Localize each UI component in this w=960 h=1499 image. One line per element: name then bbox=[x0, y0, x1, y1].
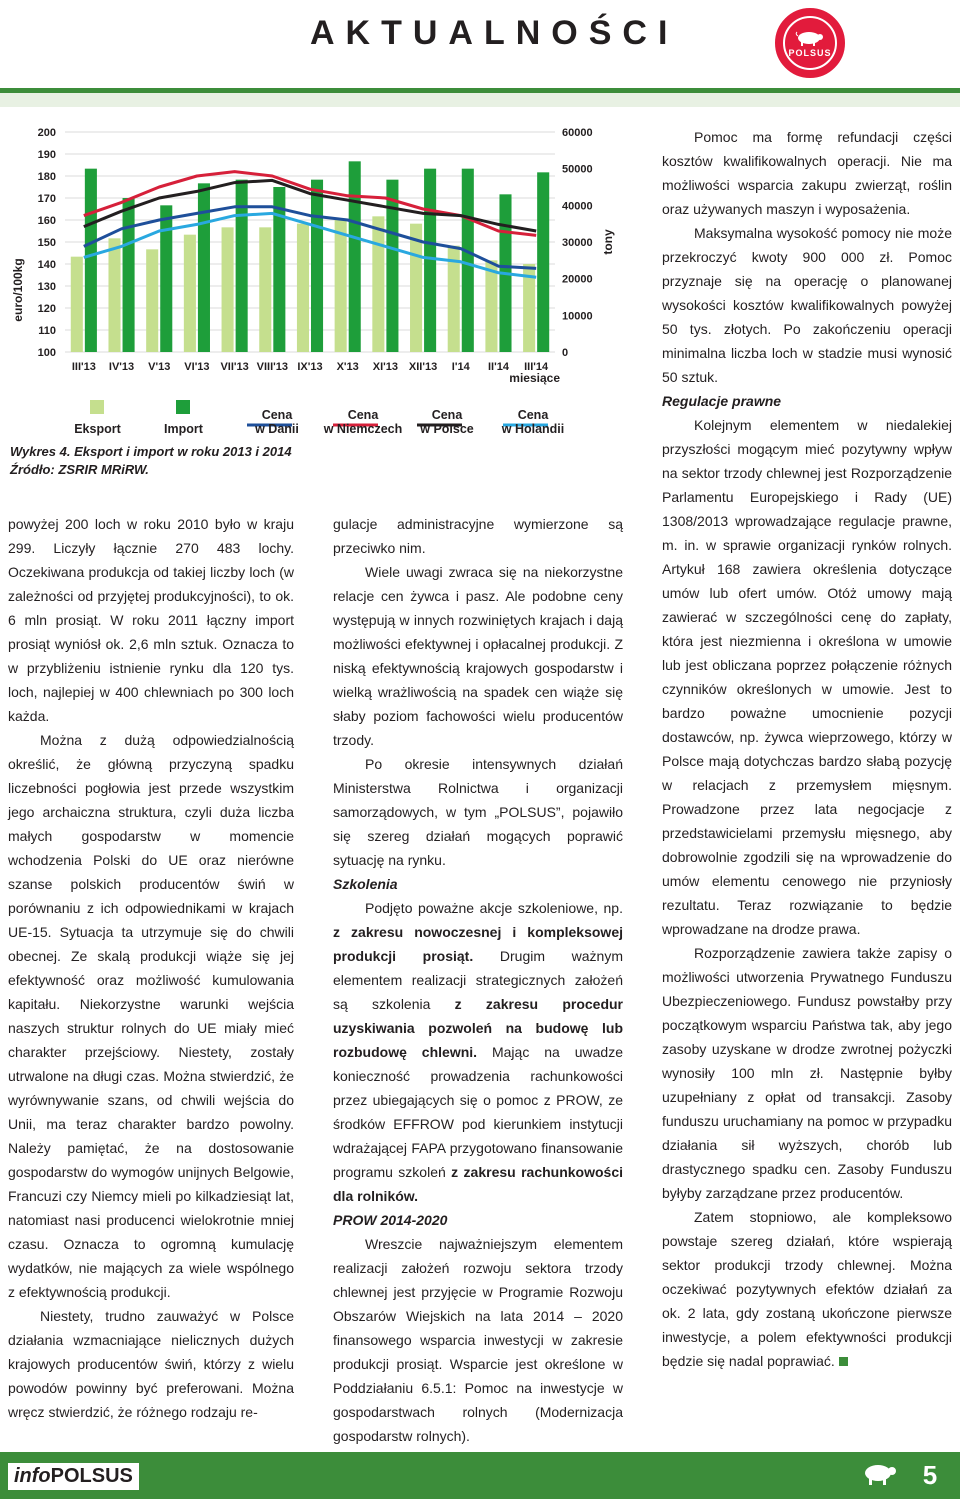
legend-label-line: w Danii bbox=[255, 422, 299, 436]
export-bar bbox=[108, 238, 120, 352]
pig-icon bbox=[795, 29, 825, 47]
legend-label-line: Cena bbox=[261, 408, 293, 422]
col1-paragraph-2: Można z dużą odpowiedzialnością określić, że główną przyczyną spadku liczebności pogłowia jest przede wszystkim jego archaiczna struktura, czyli duża liczba małych gospodarstw w momencie wchodzenia Polski do UE oraz nierówne szanse polskich producentów świń w porównaniu z ich odpowiednikami w krajach UE-15. Sytuacja ta utrzymuje się do chwili obecnej. Ze skalą produkcji wiąże się jej efektywność oraz możliwość kumulowania kapitału. Niekorzystne warunki wejścia naszych struktur rolnych do UE miały mieć charakter przejściowy. Niestety, zostały utrwalone na długi czas. Można stwierdzić, że wyrównywanie szans, od chwili wejścia do Unii, ma teraz charakter bardzo powolny. Należy pamiętać, że na dostosowanie gospodarstw do wymogów unijnych Belgowie, Francuzi czy Niemcy mieli po kilkadziesiąt lat, natomiast nasi producenci wielokrotnie mniej czasu. Oznacza to ogromną kumulację wydatków, nie mających za wiele wspólnego z efektywnością produkcji. bbox=[8, 732, 294, 1300]
col3-p5-text: Zatem stopniowo, ale kompleksowo powstaje szereg działań, które wspierają sektor produkcji trzody chlewnej. Można oczekiwać pozytywnych efektów działań za ok. 2 lata, gdy zostaną ukończone pierwsze inwestycje, a polem efektywności produkcji będzie się nadal poprawiać. bbox=[662, 1209, 952, 1369]
col2-p4-part-e: Mając na uwadze konieczność prowadzenia rachunkowości przez ubiegających się o pomoc z PROW, ze środków EFFROW pod kierunkiem instytucji wdrażającej FAPA przygotowano finansowanie programu szkoleń bbox=[333, 1044, 623, 1180]
x-tick-label: VII'13 bbox=[220, 361, 249, 373]
legend-label bbox=[483, 408, 583, 436]
import-bar bbox=[386, 180, 398, 352]
col3-paragraph-1: Pomoc ma formę refundacji części kosztów kwalifikowalnych operacji. Nie ma możliwości wsparcia zakupu zwierząt, roślin oraz używanych maszyn i wyposażenia. bbox=[662, 129, 952, 217]
import-bar bbox=[123, 198, 135, 352]
export-bar bbox=[146, 249, 158, 352]
y-left-tick-label: 170 bbox=[37, 193, 56, 205]
x-axis-title: miesiące bbox=[509, 371, 560, 385]
legend-label bbox=[227, 408, 327, 436]
brand-suffix: POLSUS bbox=[50, 1465, 133, 1487]
export-bar bbox=[71, 257, 83, 352]
y-right-tick-label: 10000 bbox=[562, 310, 593, 323]
x-tick-label: IV'13 bbox=[108, 361, 135, 373]
import-bar bbox=[424, 169, 436, 352]
col2-paragraph-3: Po okresie intensywnych działań Ministerstwa Rolnictwa i organizacji samorządowych, w tym „POLSUS”, pojawiło się szereg działań mogących poprawić sytuację na rynku. bbox=[333, 756, 623, 868]
legend-label-line: w Polsce bbox=[420, 422, 474, 436]
y-left-tick-label: 150 bbox=[37, 237, 56, 249]
col1-paragraph-3: Niestety, trudno zauważyć w Polsce działania wzmacniające nielicznych dużych krajowych producentów świń, którzy z wielu powodów powinny być preferowani. Można wręcz stwierdzić, że różnego rodzaju re- bbox=[8, 1308, 294, 1420]
col2-p4-part-a: Podjęto poważne akcje szkoleniowe, np. bbox=[365, 900, 623, 916]
x-tick-label: IX'13 bbox=[297, 361, 323, 373]
x-tick-label: III'13 bbox=[71, 361, 96, 373]
x-tick-label: VI'13 bbox=[184, 361, 210, 373]
import-bar bbox=[537, 172, 549, 352]
y-right-tick-label: 40000 bbox=[562, 200, 593, 213]
y-left-tick-label: 120 bbox=[37, 303, 56, 315]
footer-brand bbox=[8, 1463, 139, 1490]
end-of-article-mark bbox=[839, 1357, 848, 1366]
col1-paragraph-1: powyżej 200 loch w roku 2010 było w kraju 299. Liczyły łącznie 270 483 lochy. Oczekiwana produkcja od takiej liczby loch (w zależności od przyjętej produkcyjności), to ok. 6 mln prosiąt. W roku 2011 łączny import prosiąt wyniósł ok. 2,6 mln sztuk. Oznacza to w przybliżeniu istnienie rynku dla 120 tys. loch, najlepiej w 400 chlewniach po 300 loch każda. bbox=[8, 516, 294, 724]
legend-label bbox=[136, 422, 231, 436]
x-tick-label: III'14 bbox=[524, 361, 549, 373]
legend-label-line: Import bbox=[164, 422, 203, 436]
import-bar bbox=[273, 187, 285, 352]
y-left-tick-label: 180 bbox=[37, 171, 56, 183]
x-tick-label: II'14 bbox=[487, 361, 509, 373]
y-left-tick-label: 160 bbox=[37, 215, 56, 227]
y-left-tick-label: 200 bbox=[37, 127, 56, 139]
header-band bbox=[0, 93, 960, 107]
legend-label bbox=[397, 408, 497, 436]
left-axis-title: euro/100kg bbox=[11, 258, 25, 322]
import-bar bbox=[198, 183, 210, 352]
col2-heading-prow: PROW 2014-2020 bbox=[333, 1212, 448, 1228]
col2-paragraph-2: Wiele uwagi zwraca się na niekorzystne relacje cen żywca i pasz. Ale podobne ceny występują w innych rozwiniętych krajach i dają możliwości efektywnej i opłacalnej produkcji. Z niską efektywnością krajowych gospodarstw i wielką wrażliwością na spadek cen wiąże się słaby poziom fachowości wielu producentów trzody. bbox=[333, 564, 623, 748]
col2-p4-part-c: Drugim ważnym elementem realizacji strategicznych założeń są szkolenia bbox=[333, 948, 623, 1012]
export-bar bbox=[259, 227, 271, 352]
legend-label-line: Cena bbox=[347, 408, 379, 422]
polsus-logo bbox=[775, 8, 845, 78]
col2-paragraph-1: gulacje administracyjne wymierzone są przeciwko nim. bbox=[333, 516, 623, 556]
export-bar bbox=[184, 235, 196, 352]
import-bar bbox=[462, 169, 474, 352]
y-left-tick-label: 190 bbox=[37, 149, 56, 161]
footer-pig-icon bbox=[860, 1458, 900, 1488]
col2-paragraph-5: Wreszcie najważniejszym elementem realizacji założeń rozwoju sektora trzody chlewnej jest przyjęcie w Programie Rozwoju Obszarów Wiejskich na lata 2014 – 2020 finansowego wsparcia inwestycji w zakresie produkcji prosiąt. Wsparcie jest określone w Poddziałaniu 6.5.1: Pomoc na inwestycje w gospodarstwach rolnych (Modernizacja gospodarstw rolnych). bbox=[333, 1236, 623, 1444]
col2-p4-part-d: z zakresu procedur uzyskiwania pozwoleń na budowę lub rozbudowę chlewni. bbox=[333, 996, 623, 1060]
legend-label-line: Eksport bbox=[74, 422, 121, 436]
page-section-title: AKTUALNOŚCI bbox=[310, 14, 679, 52]
col3-paragraph-2: Maksymalna wysokość pomocy nie może przekroczyć kwoty 900 000 zł. Pomoc przyznaje się na operację o planowanej wysokości kosztów kwalifikowalnych powyżej 50 tys. złotych. Po zakończeniu operacji minimalna liczba loch w stadzie musi wynosić 50 sztuk. bbox=[662, 225, 952, 385]
export-bar bbox=[410, 224, 422, 352]
x-tick-label: X'13 bbox=[336, 361, 359, 373]
col2-p4-part-f: z zakresu rachunkowości dla rolników. bbox=[333, 1164, 624, 1204]
col3-paragraph-3: Kolejnym elementem w niedalekiej przyszłości mogącym mieć pozytywny wpływ na sektor trzody chlewnej jest Rozporządzenie Parlamentu Europejskiego i Rady (UE) 1308/2013 wprowadzające regulacje prawne, m. in. w sprawie organizacji rynków rolnych. Artykuł 168 zawiera określenia dotyczące umów lub ofert umów. Otóż umowy mają zawierać w szczególności cenę do zapłaty, która jest niezmienna i określona w umowie lub jest obliczana poprzez połączenie różnych czynników określonych w umowie. Jest to bardzo poważne umocnienie pozycji dostawców, np. żywca wieprzowego, którzy w Polsce mają dotychczas bardzo słabą pozycję w relacjach z przemysłem mięsnym. Prowadzone przez lata negocjacje z przedstawicielami przemysłu mięsnego, aby dobrowolnie zgodzili się na wprowadzenie do umów elementu cenowego nie przyniosły rezultatu. Teraz rozwiązanie to będzie wprowadzane na drodze prawa. bbox=[662, 417, 952, 937]
y-left-tick-label: 140 bbox=[37, 259, 56, 271]
export-bar bbox=[372, 216, 384, 352]
y-left-tick-label: 100 bbox=[37, 347, 56, 359]
x-tick-label: I'14 bbox=[451, 361, 470, 373]
logo-text: POLSUS bbox=[788, 47, 832, 58]
legend-swatch bbox=[176, 400, 190, 414]
legend-label bbox=[50, 422, 145, 436]
right-axis-title: tony bbox=[601, 229, 615, 255]
caption-title: Wykres 4. Eksport i import w roku 2013 i 2014 bbox=[10, 444, 292, 459]
y-right-tick-label: 30000 bbox=[562, 237, 593, 249]
x-tick-label: VIII'13 bbox=[256, 361, 288, 373]
footer-band bbox=[0, 1452, 960, 1499]
x-tick-label: V'13 bbox=[148, 361, 171, 373]
y-right-tick-label: 60000 bbox=[562, 127, 593, 139]
import-bar bbox=[160, 205, 172, 352]
y-right-tick-label: 0 bbox=[562, 347, 569, 359]
page-number: 5 bbox=[900, 1452, 960, 1499]
chart-caption bbox=[10, 443, 292, 479]
legend-label-line: w Holandii bbox=[501, 422, 565, 436]
col2-p4-part-b: z zakresu nowoczesnej i kompleksowej produkcji prosiąt. bbox=[333, 924, 623, 964]
legend-swatch bbox=[90, 400, 104, 414]
import-bar bbox=[311, 180, 323, 352]
x-tick-label: XI'13 bbox=[372, 361, 399, 373]
legend-label-line: w Niemczech bbox=[323, 422, 403, 436]
y-right-tick-label: 50000 bbox=[562, 163, 593, 176]
col3-paragraph-4: Rozporządzenie zawiera także zapisy o możliwości utworzenia Prywatnego Funduszu Ubezpieczeniowego. Fundusz powstałby przy początkowym wsparciu Państwa tak, aby jego zasoby uzyskane w drodze zwrotnej pożyczki wynosiły 100 mln zł. Następnie byłby uzupełniany z opłat od transakcji. Zasoby funduszu uruchamiany na pomoc w przypadku działania sił wyższych, chorób lub drastycznego spadku cen. Zasoby Funduszu byłyby zarządzane przez producentów. bbox=[662, 945, 952, 1201]
caption-source: Źródło: ZSRIR MRiRW. bbox=[10, 462, 149, 477]
legend-label-line: Cena bbox=[517, 408, 549, 422]
y-left-tick-label: 110 bbox=[38, 325, 56, 337]
x-tick-label: XII'13 bbox=[408, 361, 438, 373]
col2-paragraph-4 bbox=[333, 896, 623, 1208]
text-column-2 bbox=[333, 512, 623, 1448]
import-bar bbox=[349, 161, 361, 352]
export-bar bbox=[335, 220, 347, 352]
export-bar bbox=[297, 224, 309, 352]
brand-prefix: info bbox=[14, 1465, 51, 1487]
col3-heading-regulations: Regulacje prawne bbox=[662, 393, 782, 409]
col3-paragraph-5 bbox=[662, 1205, 952, 1373]
text-column-3 bbox=[662, 125, 952, 1373]
export-bar bbox=[222, 227, 234, 352]
y-left-tick-label: 130 bbox=[37, 281, 56, 293]
text-column-1 bbox=[8, 512, 294, 1424]
export-bar bbox=[485, 260, 497, 352]
legend-label-line: Cena bbox=[431, 408, 463, 422]
import-bar bbox=[85, 169, 97, 352]
y-right-tick-label: 20000 bbox=[562, 273, 593, 286]
col2-heading-training: Szkolenia bbox=[333, 876, 398, 892]
